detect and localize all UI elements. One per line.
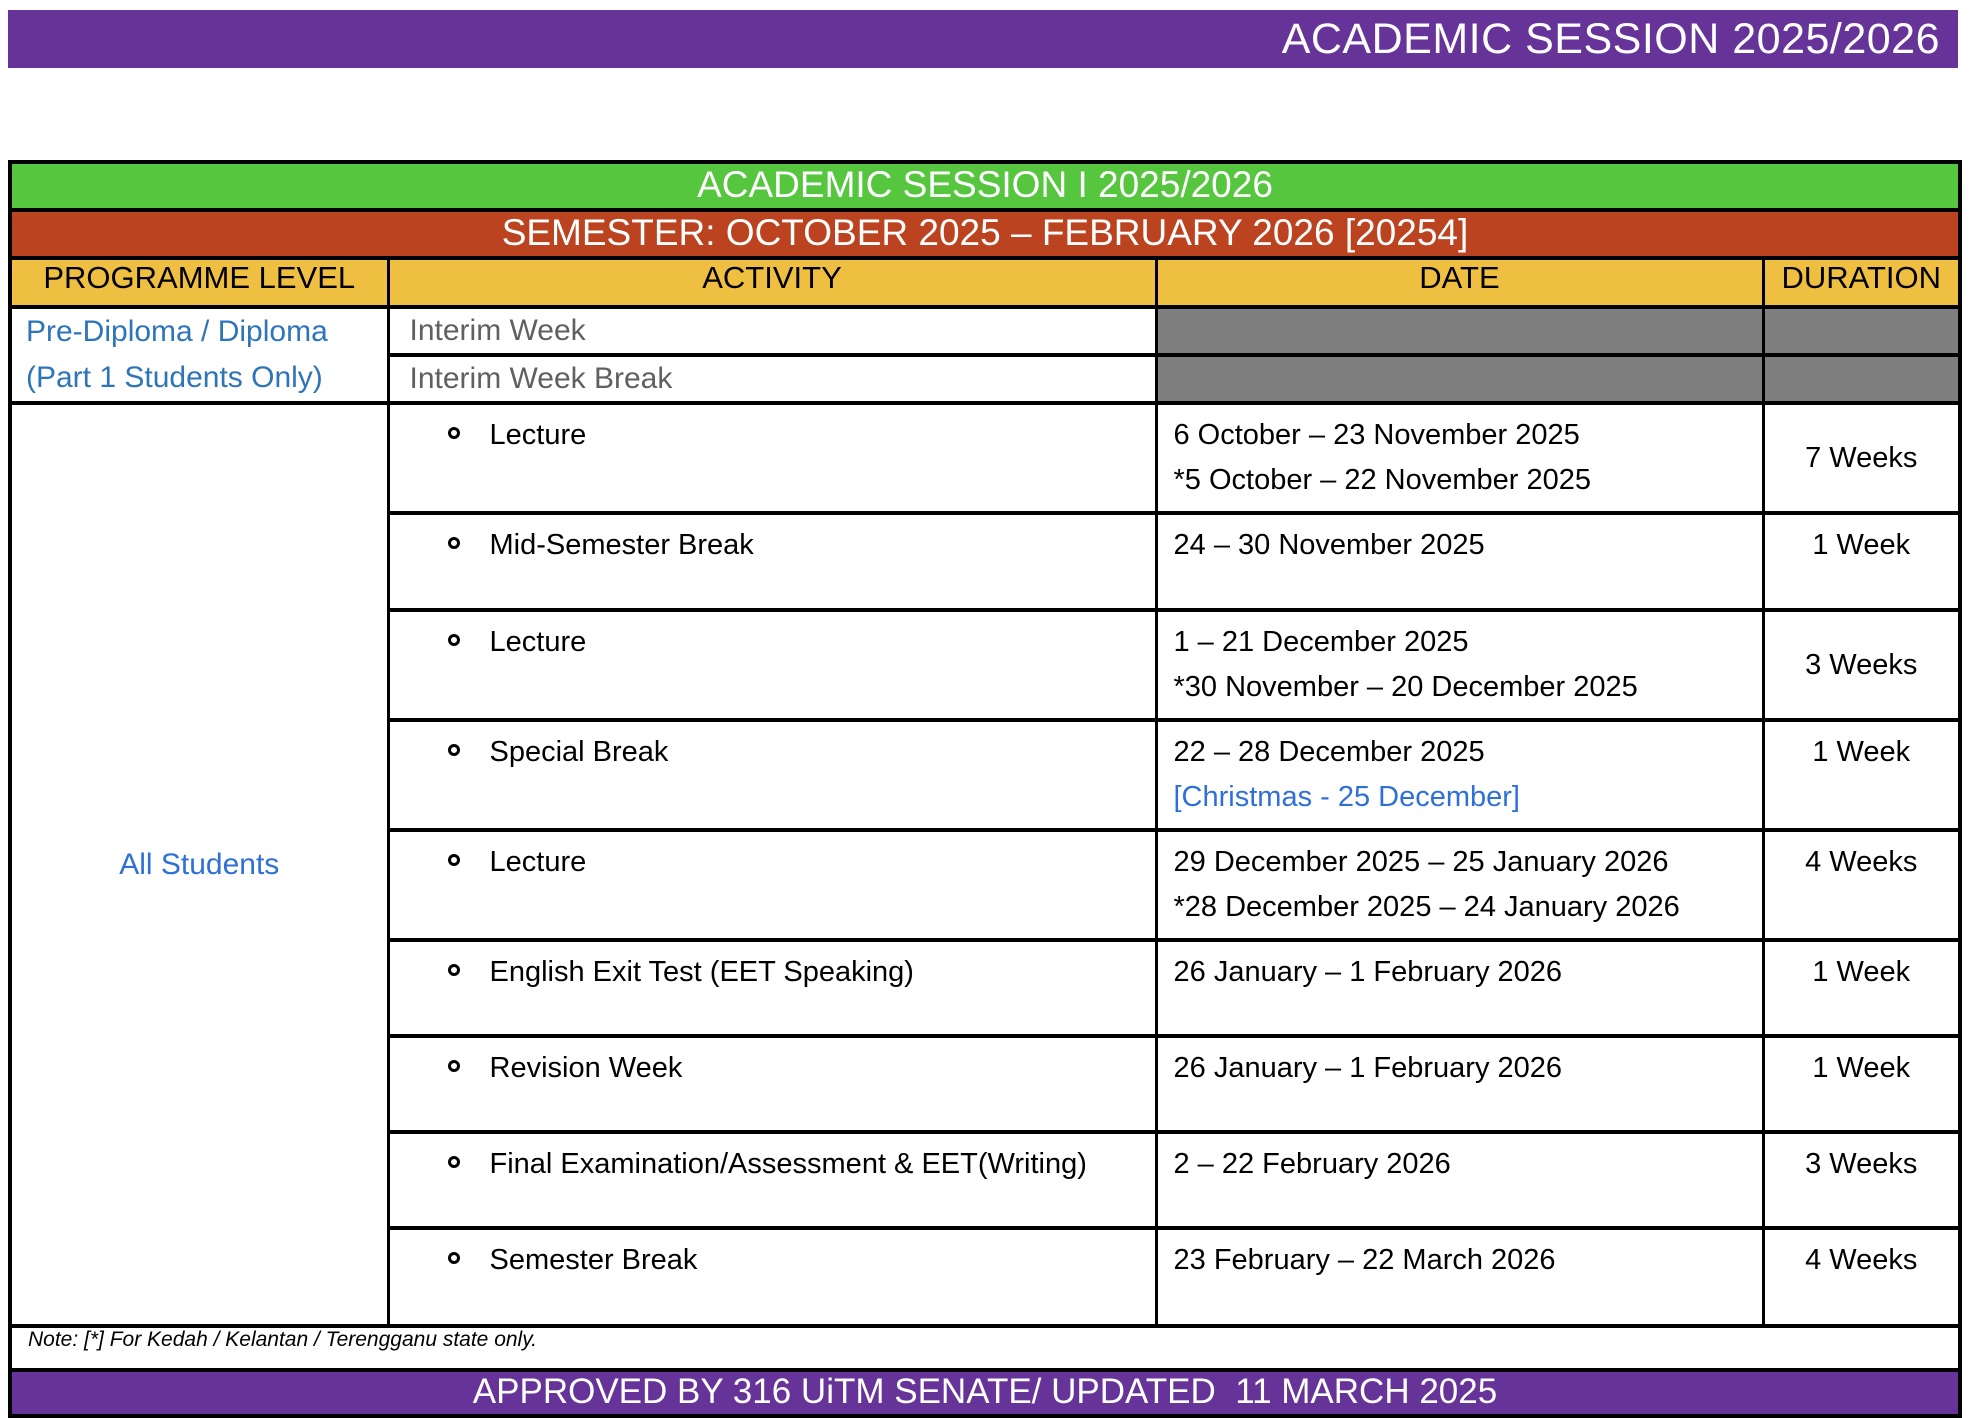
semester-header-row xyxy=(10,210,1960,258)
activity-cell xyxy=(388,610,1156,720)
date-line-2-christmas: [Christmas - 25 December] xyxy=(1173,781,1520,813)
bullet-circle-icon xyxy=(448,1060,460,1072)
programme-line1: Pre-Diploma / Diploma xyxy=(26,315,328,348)
bullet-circle-icon xyxy=(448,537,460,549)
duration-cell: 1 Week xyxy=(1763,513,1960,610)
date-cell-blocked xyxy=(1156,355,1763,403)
activity-label: Lecture xyxy=(489,626,587,658)
duration-cell: 7 Weeks xyxy=(1763,403,1960,513)
bullet-circle-icon xyxy=(448,744,460,756)
date-line-2: *5 October – 22 November 2025 xyxy=(1173,464,1592,496)
date-cell-blocked xyxy=(1156,307,1763,355)
activity-cell xyxy=(388,1036,1156,1132)
date-line-1: 6 October – 23 November 2025 xyxy=(1173,419,1580,451)
date-cell xyxy=(1156,403,1763,513)
date-line-1: 26 January – 1 February 2026 xyxy=(1173,1052,1563,1084)
bullet-circle-icon xyxy=(448,634,460,646)
activity-label: Revision Week xyxy=(489,1052,683,1084)
duration-cell: 3 Weeks xyxy=(1763,1132,1960,1228)
duration-cell: 1 Week xyxy=(1763,940,1960,1036)
table-row-lecture-1 xyxy=(10,403,1960,513)
programme-line2: (Part 1 Students Only) xyxy=(26,361,323,394)
bullet-circle-icon xyxy=(448,1252,460,1264)
page-title-banner xyxy=(8,10,1958,68)
date-cell xyxy=(1156,830,1763,940)
date-line-1: 23 February – 22 March 2026 xyxy=(1173,1244,1556,1276)
academic-calendar-table xyxy=(8,160,1962,1418)
duration-cell-blocked xyxy=(1763,355,1960,403)
note-row xyxy=(10,1326,1960,1370)
col-header-duration: DURATION xyxy=(1763,258,1960,307)
date-cell xyxy=(1156,610,1763,720)
date-cell xyxy=(1156,1132,1763,1228)
date-line-2: *28 December 2025 – 24 January 2026 xyxy=(1173,891,1680,923)
session-header-row xyxy=(10,162,1960,210)
activity-label: Lecture xyxy=(489,846,587,878)
activity-label: Special Break xyxy=(489,736,669,768)
programme-level-prediploma xyxy=(10,307,388,403)
activity-cell xyxy=(388,403,1156,513)
duration-cell: 4 Weeks xyxy=(1763,1228,1960,1326)
col-header-activity: ACTIVITY xyxy=(388,258,1156,307)
duration-cell: 4 Weeks xyxy=(1763,830,1960,940)
date-line-1: 26 January – 1 February 2026 xyxy=(1173,956,1563,988)
activity-interim-week-break: Interim Week Break xyxy=(388,355,1156,403)
date-cell xyxy=(1156,1228,1763,1326)
activity-label: Lecture xyxy=(489,419,587,451)
date-line-1: 24 – 30 November 2025 xyxy=(1173,529,1485,561)
table-row-interim-week xyxy=(10,307,1960,355)
date-cell xyxy=(1156,720,1763,830)
date-line-1: 22 – 28 December 2025 xyxy=(1173,736,1485,768)
footnote-text: Note: [*] For Kedah / Kelantan / Terengganu state only. xyxy=(10,1326,1960,1370)
duration-cell: 1 Week xyxy=(1763,720,1960,830)
activity-cell xyxy=(388,513,1156,610)
session-header: ACADEMIC SESSION I 2025/2026 xyxy=(10,162,1960,210)
date-line-1: 2 – 22 February 2026 xyxy=(1173,1148,1451,1180)
activity-interim-week: Interim Week xyxy=(388,307,1156,355)
activity-cell xyxy=(388,830,1156,940)
date-cell xyxy=(1156,1036,1763,1132)
activity-cell xyxy=(388,1228,1156,1326)
activity-label: English Exit Test (EET Speaking) xyxy=(489,956,914,988)
bullet-circle-icon xyxy=(448,964,460,976)
programme-level-all-students: All Students xyxy=(10,403,388,1326)
calendar-table-container xyxy=(8,160,1958,1418)
bullet-circle-icon xyxy=(448,427,460,439)
activity-label: Final Examination/Assessment & EET(Writing) xyxy=(489,1148,1087,1180)
bullet-circle-icon xyxy=(448,1156,460,1168)
duration-cell: 3 Weeks xyxy=(1763,610,1960,720)
col-header-programme: PROGRAMME LEVEL xyxy=(10,258,388,307)
date-cell xyxy=(1156,940,1763,1036)
approval-footer-row xyxy=(10,1370,1960,1416)
col-header-date: DATE xyxy=(1156,258,1763,307)
column-header-row xyxy=(10,258,1960,307)
date-line-1: 29 December 2025 – 25 January 2026 xyxy=(1173,846,1669,878)
date-line-2: *30 November – 20 December 2025 xyxy=(1173,671,1638,703)
date-cell xyxy=(1156,513,1763,610)
bullet-circle-icon xyxy=(448,854,460,866)
activity-cell xyxy=(388,940,1156,1036)
semester-header: SEMESTER: OCTOBER 2025 – FEBRUARY 2026 [20254] xyxy=(10,210,1960,258)
activity-cell xyxy=(388,1132,1156,1228)
page-title: ACADEMIC SESSION 2025/2026 xyxy=(1281,15,1940,63)
activity-cell xyxy=(388,720,1156,830)
date-line-1: 1 – 21 December 2025 xyxy=(1173,626,1469,658)
activity-label: Semester Break xyxy=(489,1244,698,1276)
duration-cell: 1 Week xyxy=(1763,1036,1960,1132)
approval-footer-text: APPROVED BY 316 UiTM SENATE/ UPDATED 11 MARCH 2025 xyxy=(10,1370,1960,1416)
activity-label: Mid-Semester Break xyxy=(489,529,754,561)
duration-cell-blocked xyxy=(1763,307,1960,355)
